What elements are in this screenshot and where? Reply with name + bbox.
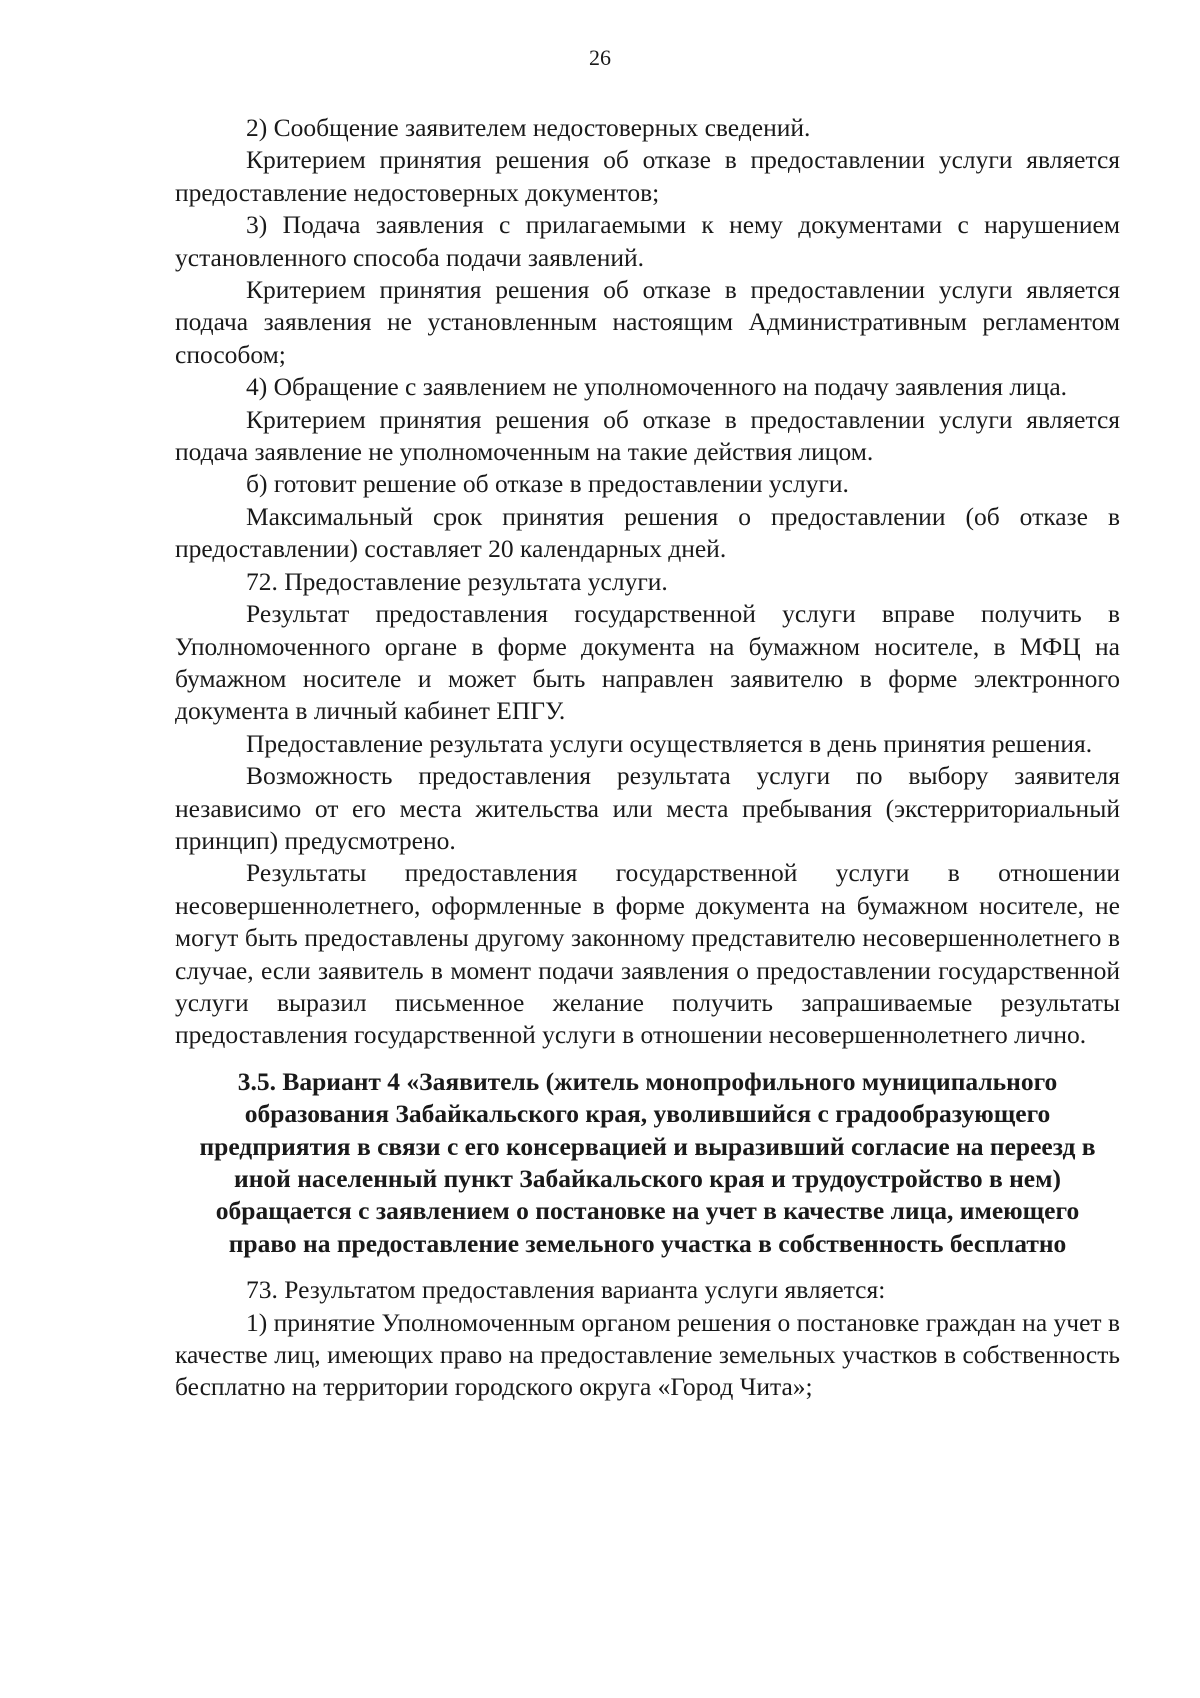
paragraph: 73. Результатом предоставления варианта услуги является:	[246, 1275, 886, 1305]
paragraph: Возможность предоставления результата услуги по выбору заявителя независимо от его места жительства или места пребывания (экстерриториальный принцип) предусмотрено.	[175, 761, 1120, 855]
page-number: 26	[589, 45, 611, 70]
paragraph: 1) принятие Уполномоченным органом решения о постановке граждан на учет в качестве лиц, имеющих право на предоставление земельных участков в собственность бесплатно на территории городского округа «Город Чита»;	[175, 1307, 1120, 1402]
section-heading: 3.5. Вариант 4 «Заявитель (житель монопрофильного муниципального образования Забайкальского края, уволившийся с градообразующего предприятия в связи с его консервацией и выразивший согласие на переезд в иной населенный пункт Забайкальского края и трудоустройство в нем) обращается с заявлением о постановке на учет в качестве лица, имеющего право на предоставление земельного участка в собственность бесплатно	[199, 1066, 1096, 1258]
paragraph: 3) Подача заявления с прилагаемыми к нему документами с нарушением установленного способа подачи заявлений.	[175, 210, 1120, 272]
paragraph: Критерием принятия решения об отказе в предоставлении услуги является предоставление недостоверных документов;	[175, 145, 1120, 207]
paragraph: Предоставление результата услуги осуществляется в день принятия решения.	[246, 728, 1093, 758]
paragraph: 4) Обращение с заявлением не уполномоченного на подачу заявления лица.	[246, 372, 1068, 402]
paragraph: Результаты предоставления государственной услуги в отношении несовершеннолетнего, оформленные в форме документа на бумажном носителе, не могут быть предоставлены другому законному представителю несовершеннолетнего в случае, если заявитель в момент подачи заявления о предоставлении государственной услуги выразил письменное желание получить запрашиваемые результаты предоставления государственной услуги в отношении несовершеннолетнего лично.	[175, 858, 1120, 1050]
paragraph: Критерием принятия решения об отказе в предоставлении услуги является подача заявление не уполномоченным на такие действия лицом.	[175, 404, 1120, 467]
paragraph: б) готовит решение об отказе в предоставлении услуги.	[246, 469, 849, 499]
paragraph: 2) Сообщение заявителем недостоверных сведений.	[246, 113, 811, 142]
paragraph: Максимальный срок принятия решения о предоставлении (об отказе в предоставлении) составляет 20 календарных дней.	[175, 501, 1120, 564]
paragraph: Результат предоставления государственной услуги вправе получить в Уполномоченного органе в форме документа на бумажном носителе, в МФЦ на бумажном носителе и может быть направлен заявителю в форме электронного документа в личный кабинет ЕПГУ.	[175, 599, 1120, 726]
paragraph: Критерием принятия решения об отказе в предоставлении услуги является подача заявления не установленным настоящим Административным регламентом способом;	[175, 275, 1120, 369]
document-body	[175, 112, 1120, 1404]
paragraph: 72. Предоставление результата услуги.	[246, 566, 668, 596]
